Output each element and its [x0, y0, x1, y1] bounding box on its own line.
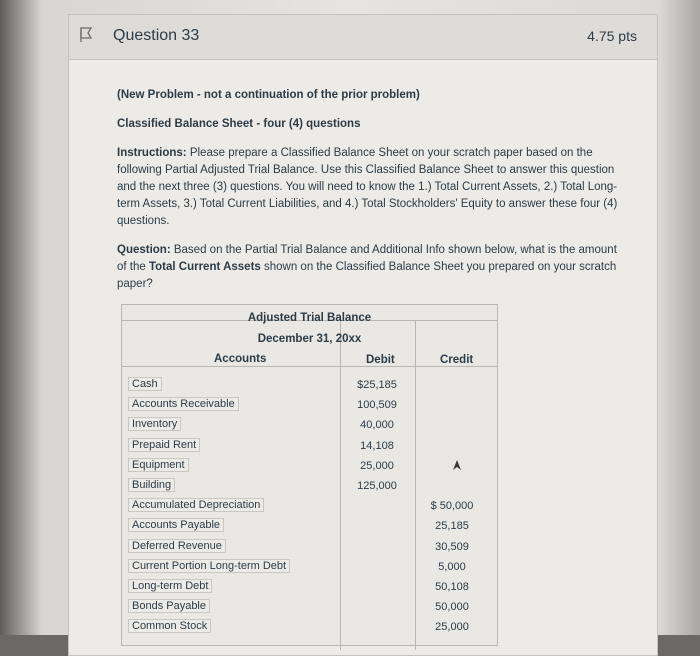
table-title: Adjusted Trial Balance — [247, 312, 372, 324]
account-name: Inventory — [128, 417, 181, 431]
debit-amount: 25,000 — [360, 459, 394, 472]
account-name: Deferred Revenue — [128, 539, 226, 553]
section-subtitle: Classified Balance Sheet - four (4) questions — [117, 118, 361, 130]
account-name: Bonds Payable — [128, 599, 210, 613]
account-name: Common Stock — [128, 619, 211, 633]
question-emphasis: Total Current Assets — [148, 261, 261, 273]
account-name: Cash — [128, 377, 162, 391]
debit-amount: 100,509 — [357, 399, 397, 412]
table-date: December 31, 20xx — [257, 333, 362, 345]
account-name: Accumulated Depreciation — [128, 498, 264, 512]
col-debit-header: Debit — [366, 354, 395, 366]
trial-balance-table — [121, 304, 498, 646]
credit-amount: 50,000 — [435, 601, 469, 614]
mouse-cursor-icon — [452, 459, 462, 471]
instructions-text: Please prepare a Classified Balance Sheet on your scratch paper based on the following Partial Adjusted Trial Balance. Use this Classified Balance Sheet to answer this question and the next three (3) questions. You will need to know the 1.) Total Current Assets, 2.) Total Long-term Assets, 3.) Total Current Liabilities, and 4.) Total Stockholders' Equity to answer these four (4) questions. — [117, 147, 618, 227]
account-name: Current Portion Long-term Debt — [128, 559, 290, 573]
account-name: Prepaid Rent — [128, 438, 200, 452]
question-points: 4.75 pts — [587, 28, 637, 44]
credit-amount: $ 50,000 — [430, 500, 474, 513]
debit-amount: 40,000 — [360, 419, 394, 432]
credit-amount: 5,000 — [438, 560, 466, 573]
account-name: Equipment — [128, 458, 189, 472]
instructions-label: Instructions: — [117, 147, 187, 159]
debit-amount: 125,000 — [357, 480, 397, 492]
account-name: Accounts Payable — [128, 518, 224, 532]
question-title: Question 33 — [113, 27, 200, 44]
question-label: Question: — [117, 244, 171, 256]
question-text-2: shown on the Classified Balance Sheet you prepared on your scratch paper? — [117, 261, 617, 290]
credit-amount: 25,185 — [435, 520, 469, 533]
col-accounts-header: Accounts — [214, 353, 267, 365]
question-card — [68, 14, 658, 656]
account-name: Accounts Receivable — [128, 397, 239, 411]
question-paragraph — [117, 242, 627, 293]
col-credit-header: Credit — [440, 354, 474, 366]
question-body — [117, 87, 627, 305]
credit-amount: 30,509 — [435, 540, 469, 553]
instructions-paragraph — [117, 145, 627, 230]
credit-amount: 25,000 — [435, 621, 469, 634]
credit-amount: 50,108 — [435, 581, 469, 593]
question-text-1: Based on the Partial Trial Balance and Additional Info shown below, what is the amount of the — [117, 244, 617, 273]
account-name: Long-term Debt — [128, 579, 212, 593]
debit-amount: 14,108 — [360, 439, 394, 452]
flag-question-icon[interactable] — [79, 27, 93, 43]
new-problem-note: (New Problem - not a continuation of the prior problem) — [117, 89, 420, 101]
account-name: Building — [128, 478, 175, 492]
question-header — [69, 15, 657, 60]
debit-amount: $25,185 — [357, 379, 397, 391]
